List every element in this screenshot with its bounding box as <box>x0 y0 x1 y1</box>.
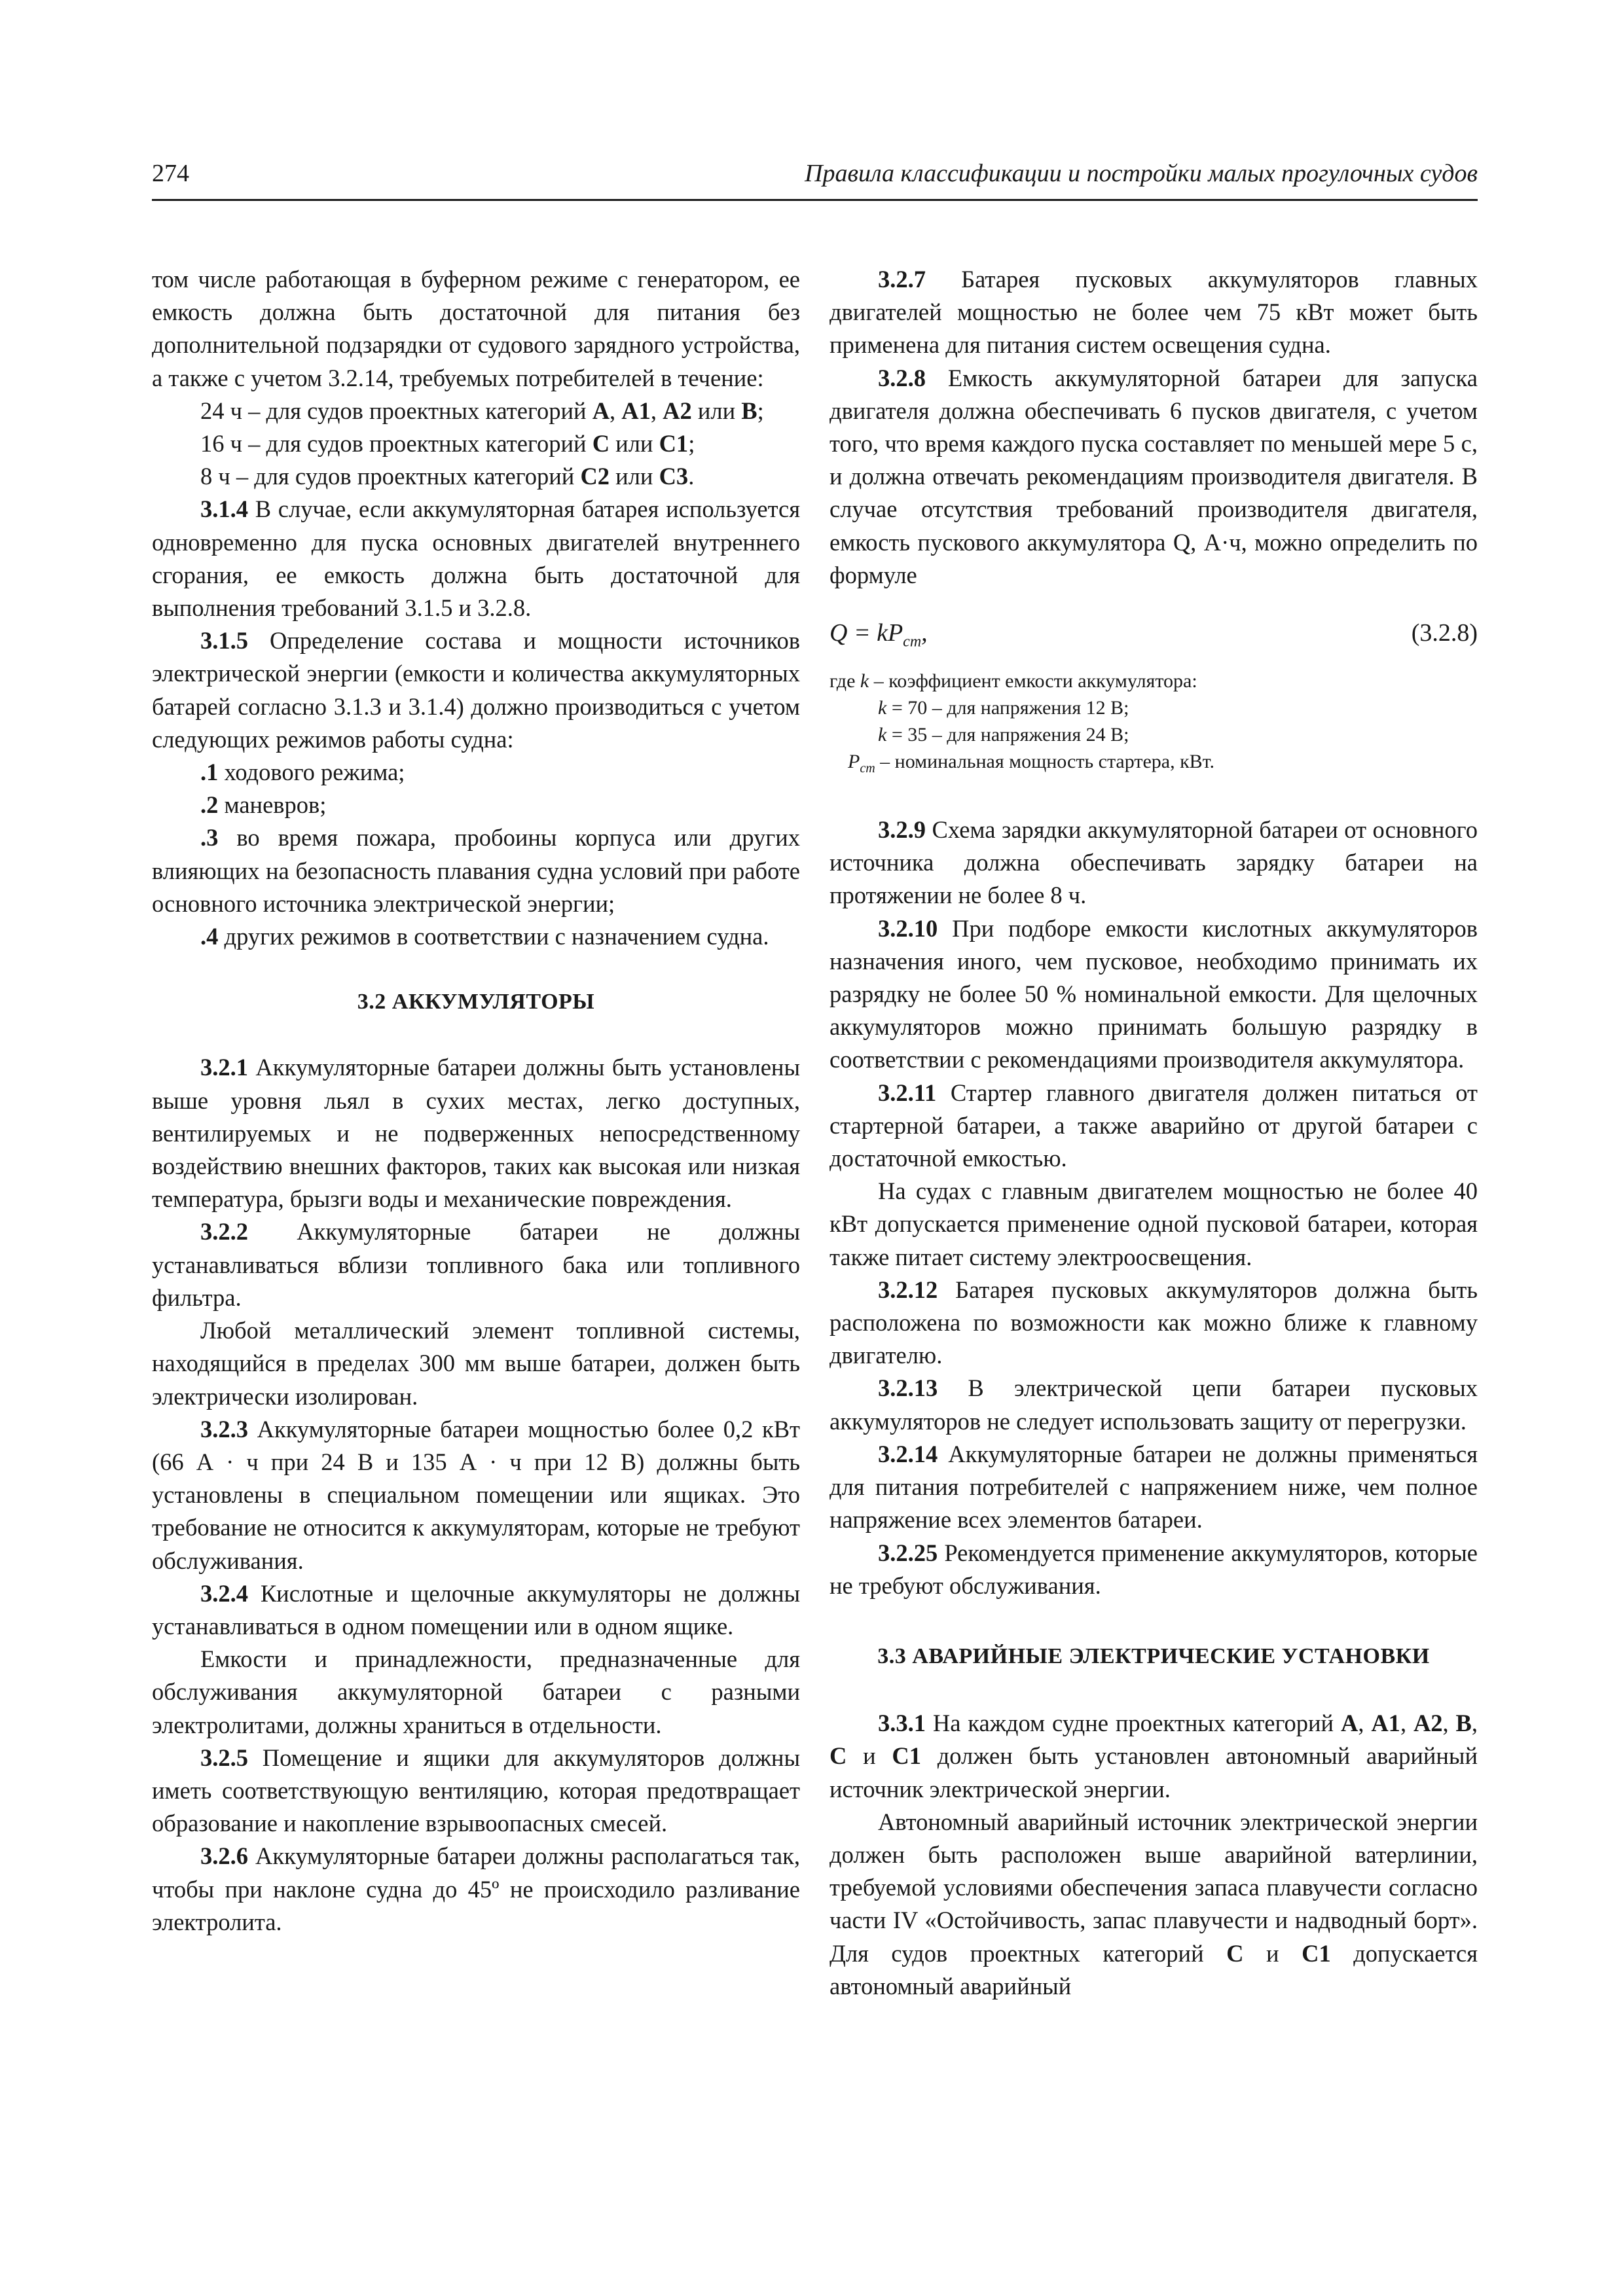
clause-3-2-14: 3.2.14 Аккумуляторные батареи не должны применяться для питания потребителей с напряжением ниже, чем полное напряжение всех элементов батареи. <box>830 1440 1478 1534</box>
clause-3-2-7: 3.2.7 Батарея пусковых аккумуляторов главных двигателей мощностью не более чем 75 кВт может быть применена для питания систем освещения судна. <box>830 266 1478 359</box>
formula-3-2-8 <box>830 602 1478 668</box>
clause-3-2-6: 3.2.6 Аккумуляторные батареи должны располагаться так, чтобы при наклоне судна до 45º не происходило разливание электролита. <box>152 1842 800 1935</box>
mode-item-3: .3 во время пожара, пробоины корпуса или других влияющих на безопасность плавания судна условий при работе основного источника электрической энергии; <box>152 824 800 917</box>
legend-line-pst: $P_{ст}$ – номинальная мощность стартера, кВт. <box>848 751 1215 776</box>
left-column <box>152 263 800 1939</box>
clause-3-2-12: 3.2.12 Батарея пусковых аккумуляторов должна быть расположена по возможности как можно ближе к главному двигателю. <box>830 1276 1478 1369</box>
duration-16h: 16 ч – для судов проектных категорий C или C1; <box>200 430 695 457</box>
clause-3-1-4: 3.1.4 В случае, если аккумуляторная батарея используется одновременно для пуска основных двигателей внутреннего сгорания, ее емкость должна быть достаточной для выполнения требований 3.1.5 и 3.2.8. <box>152 495 800 622</box>
formula-expression: $Q = kP_{ст}$, <box>830 619 928 651</box>
clause-3-2-2: 3.2.2 Аккумуляторные батареи не должны устанавливаться вблизи топливного бака или топливного фильтра. <box>152 1218 800 1311</box>
clause-3-2-5: 3.2.5 Помещение и ящики для аккумуляторов должны иметь соответствующую вентиляцию, которая предотвращает образование и накопление взрывоопасных смесей. <box>152 1744 800 1837</box>
clause-3-2-9: 3.2.9 Схема зарядки аккумуляторной батареи от основного источника должна обеспечивать зарядку батареи на протяжении не более 8 ч. <box>830 816 1478 909</box>
clause-3-2-2-b: Любой металлический элемент топливной системы, находящийся в пределах 300 мм выше батареи, должен быть электрически изолирован. <box>152 1317 800 1410</box>
page-header <box>152 156 1478 198</box>
page-number: 274 <box>152 160 189 187</box>
mode-item-2: .2 маневров; <box>200 791 327 819</box>
clause-3-2-3: 3.2.3 Аккумуляторные батареи мощностью более 0,2 кВт (66 А · ч при 24 В и 135 А · ч при 12 В) должны быть установлены в специальном помещении или ящиках. Это требование не относится к аккумуляторам, которые не требуют обслуживания. <box>152 1415 800 1574</box>
clause-3-2-13: 3.2.13 В электрической цепи батареи пусковых аккумуляторов не следует использовать защиту от перегрузки. <box>830 1374 1478 1435</box>
section-heading-3-2: 3.2 АККУМУЛЯТОРЫ <box>357 990 595 1014</box>
legend-line-k: где k – коэффициент емкости аккумулятора: <box>830 670 1197 692</box>
mode-item-1: .1 ходового режима; <box>200 759 405 786</box>
mode-item-4: .4 других режимов в соответствии с назначением судна. <box>200 923 769 950</box>
clause-3-2-4-b: Емкости и принадлежности, предназначенные для обслуживания аккумуляторной батареи с разными электролитами, должны храниться в отдельности. <box>152 1645 800 1738</box>
formula-number: (3.2.8) <box>1411 619 1478 647</box>
clause-3-2-25: 3.2.25 Рекомендуется применение аккумуляторов, которые не требуют обслуживания. <box>830 1539 1478 1599</box>
clause-3-2-8: 3.2.8 Емкость аккумуляторной батареи для запуска двигателя должна обеспечивать 6 пусков двигателя, с учетом того, что время каждого пуска составляет по меньшей мере 5 с, и должна отвечать рекомендациям производителя двигателя. В случае отсутствия требований производителя двигателя, емкость пускового аккумулятора Q, А·ч, можно определить по формуле <box>830 364 1478 588</box>
legend-line-k70: k = 70 – для напряжения 12 В; <box>878 697 1129 719</box>
clause-3-2-1: 3.2.1 Аккумуляторные батареи должны быть установлены выше уровня льял в сухих местах, легко доступных, вентилируемых и не подверженных непосредственному воздействию внешних факторов, таких как высокая или низкая температура, брызги воды и механические повреждения. <box>152 1054 800 1213</box>
formula-legend <box>830 668 1478 782</box>
clause-3-1-5: 3.1.5 Определение состава и мощности источников электрической энергии (емкости и количества аккумуляторных батарей согласно 3.1.3 и 3.1.4) должно производиться с учетом следующих режимов работы судна: <box>152 627 800 753</box>
header-rule <box>152 199 1478 201</box>
right-column <box>830 263 1478 2003</box>
clause-3-2-4: 3.2.4 Кислотные и щелочные аккумуляторы не должны устанавливаться в одном помещении или в одном ящике. <box>152 1579 800 1640</box>
duration-24h: 24 ч – для судов проектных категорий A, A1, A2 или B; <box>200 397 764 424</box>
clause-3-2-11: 3.2.11 Стартер главного двигателя должен питаться от стартерной батареи, а также аварийно от другой батареи с достаточной емкостью. <box>830 1079 1478 1172</box>
legend-line-k35: k = 35 – для напряжения 24 В; <box>878 724 1129 746</box>
paragraph-continuation: том числе работающая в буферном режиме с генератором, ее емкость должна быть достаточной для питания без дополнительной подзарядки от судового зарядного устройства, а также с учетом 3.2.14, требуемых потребителей в течение: <box>152 266 800 391</box>
clause-3-2-11-b: На судах с главным двигателем мощностью не более 40 кВт допускается применение одной пусковой батареи, которая также питает систему электроосвещения. <box>830 1177 1478 1270</box>
clause-3-3-1: 3.3.1 На каждом судне проектных категорий A, A1, A2, B, C и C1 должен быть установлен автономный аварийный источник электрической энергии. <box>830 1710 1478 1803</box>
section-heading-3-3: 3.3 АВАРИЙНЫЕ ЭЛЕКТРИЧЕСКИЕ УСТАНОВКИ <box>877 1643 1430 1668</box>
clause-3-2-10: 3.2.10 При подборе емкости кислотных аккумуляторов назначения иного, чем пусковое, необходимо принимать их разрядку не более 50 % номинальной емкости. Для щелочных аккумуляторов можно принимать большую разрядку в соответствии с рекомендациями производителя аккумулятора. <box>830 914 1478 1073</box>
running-title: Правила классификации и постройки малых прогулочных судов <box>805 160 1478 187</box>
clause-3-3-1-b: Автономный аварийный источник электрической энергии должен быть расположен выше аварийной ватерлинии, требуемой условиями обеспечения запаса плавучести согласно части IV «Остойчивость, запас плавучести и надводный борт». Для судов проектных категорий C и C1 допускается автономный аварийный <box>830 1808 1478 2000</box>
duration-8h: 8 ч – для судов проектных категорий C2 или C3. <box>200 463 695 490</box>
